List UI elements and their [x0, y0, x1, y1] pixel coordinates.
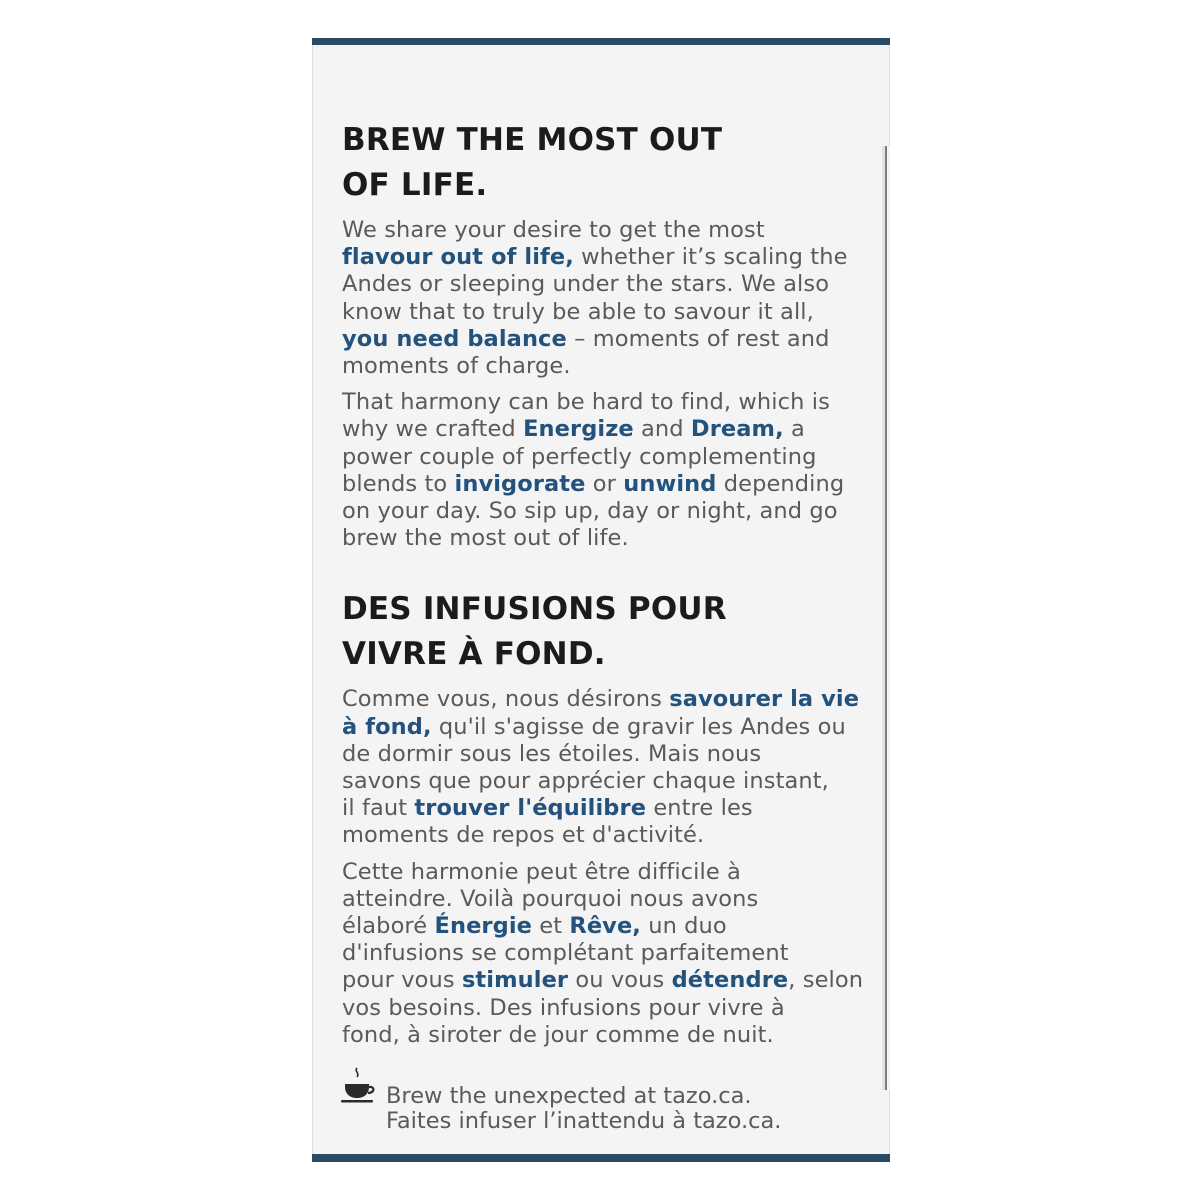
- text-line: [342, 416, 870, 443]
- body-text: savons que pour apprécier chaque instant,: [342, 768, 829, 795]
- text-line: [342, 217, 870, 244]
- bottom-color-band: [312, 1154, 890, 1162]
- panel-fold-edge: [882, 146, 890, 1090]
- package-panel: [312, 38, 890, 1162]
- heading-en: [342, 118, 870, 208]
- body-text: Cette harmonie peut être difficile à: [342, 858, 741, 885]
- text-line: [342, 967, 870, 994]
- highlighted-phrase: Energize: [523, 416, 634, 443]
- heading-fr-line: DES INFUSIONS POUR: [342, 591, 727, 628]
- panel-content: [342, 118, 870, 1049]
- body-text: qu'il s'agisse de gravir les Andes ou: [431, 713, 846, 740]
- highlighted-phrase: invigorate: [454, 470, 586, 497]
- paragraph-fr-1: [342, 686, 870, 849]
- highlighted-phrase: Dream,: [690, 416, 784, 443]
- body-text: – moments of rest and: [566, 325, 830, 352]
- body-text: and: [633, 416, 691, 443]
- text-line: [342, 940, 870, 967]
- highlighted-phrase: savourer la vie: [669, 686, 860, 713]
- text-line: [342, 859, 870, 886]
- body-text: fond, à siroter de jour comme de nuit.: [342, 1021, 774, 1048]
- body-text: Andes or sleeping under the stars. We also: [342, 271, 830, 298]
- body-text: et: [532, 913, 570, 940]
- body-text: atteindre. Voilà pourquoi nous avons: [342, 885, 759, 912]
- text-line: [342, 471, 870, 498]
- text-line: [342, 353, 870, 380]
- paragraph-en-2: [342, 389, 870, 552]
- footer-text: [386, 1084, 781, 1134]
- body-text: a: [783, 416, 805, 443]
- text-line: [342, 498, 870, 525]
- text-line: [342, 326, 870, 353]
- text-line: [342, 714, 870, 741]
- body-text: il faut: [342, 795, 415, 822]
- heading-fr-line: VIVRE À FOND.: [342, 636, 606, 673]
- body-text: know that to truly be able to savour it all,: [342, 298, 814, 325]
- paragraph-en-1: [342, 217, 870, 380]
- text-line: [342, 886, 870, 913]
- heading-fr: [342, 587, 870, 677]
- highlighted-phrase: Rêve,: [569, 913, 641, 940]
- text-line: [342, 795, 870, 822]
- text-line: [342, 741, 870, 768]
- body-text: or: [585, 470, 624, 497]
- text-line: [342, 995, 870, 1022]
- body-text: blends to: [342, 470, 455, 497]
- highlighted-phrase: Énergie: [434, 913, 533, 940]
- footer-line-fr: Faites infuser l’inattendu à tazo.ca.: [386, 1108, 782, 1134]
- highlighted-phrase: détendre: [671, 967, 789, 994]
- body-text: , selon: [788, 967, 864, 994]
- text-line: [342, 389, 870, 416]
- text-line: [342, 822, 870, 849]
- text-line: [342, 525, 870, 552]
- text-line: [342, 244, 870, 271]
- heading-en-line: BREW THE MOST OUT: [342, 122, 723, 158]
- footer: [338, 1062, 878, 1142]
- text-line: [342, 299, 870, 326]
- tea-cup-icon: [338, 1066, 378, 1106]
- footer-line-en: Brew the unexpected at tazo.ca.: [386, 1083, 752, 1109]
- body-text: brew the most out of life.: [342, 525, 629, 552]
- text-line: [342, 444, 870, 471]
- heading-en-line: OF LIFE.: [342, 167, 488, 203]
- paragraph-fr-2: [342, 859, 870, 1049]
- highlighted-phrase: stimuler: [461, 967, 569, 994]
- body-text: ou vous: [568, 967, 672, 994]
- highlighted-phrase: trouver l'équilibre: [414, 795, 647, 822]
- text-line: [342, 271, 870, 298]
- body-text: Comme vous, nous désirons: [342, 686, 670, 713]
- top-color-band: [312, 38, 890, 45]
- text-line: [342, 768, 870, 795]
- body-text: moments of charge.: [342, 353, 571, 380]
- body-text: power couple of perfectly complementing: [342, 443, 817, 470]
- body-text: depending: [716, 470, 845, 497]
- highlighted-phrase: à fond,: [342, 713, 432, 740]
- body-text: vos besoins. Des infusions pour vivre à: [342, 994, 785, 1021]
- body-text: why we crafted: [342, 416, 524, 443]
- text-line: [342, 1022, 870, 1049]
- highlighted-phrase: flavour out of life,: [342, 244, 574, 271]
- body-text: un duo: [640, 913, 727, 940]
- body-text: on your day. So sip up, day or night, and go: [342, 498, 838, 525]
- body-text: entre les: [646, 795, 753, 822]
- text-line: [342, 913, 870, 940]
- body-text: de dormir sous les étoiles. Mais nous: [342, 740, 762, 767]
- body-text: That harmony can be hard to find, which is: [342, 389, 830, 416]
- highlighted-phrase: unwind: [623, 470, 717, 497]
- body-text: moments de repos et d'activité.: [342, 822, 705, 849]
- body-text: élaboré: [342, 913, 435, 940]
- body-text: d'infusions se complétant parfaitement: [342, 940, 789, 967]
- highlighted-phrase: you need balance: [342, 325, 567, 352]
- text-line: [342, 686, 870, 713]
- body-text: We share your desire to get the most: [342, 217, 765, 243]
- body-text: pour vous: [342, 967, 462, 994]
- body-text: whether it’s scaling the: [573, 244, 848, 271]
